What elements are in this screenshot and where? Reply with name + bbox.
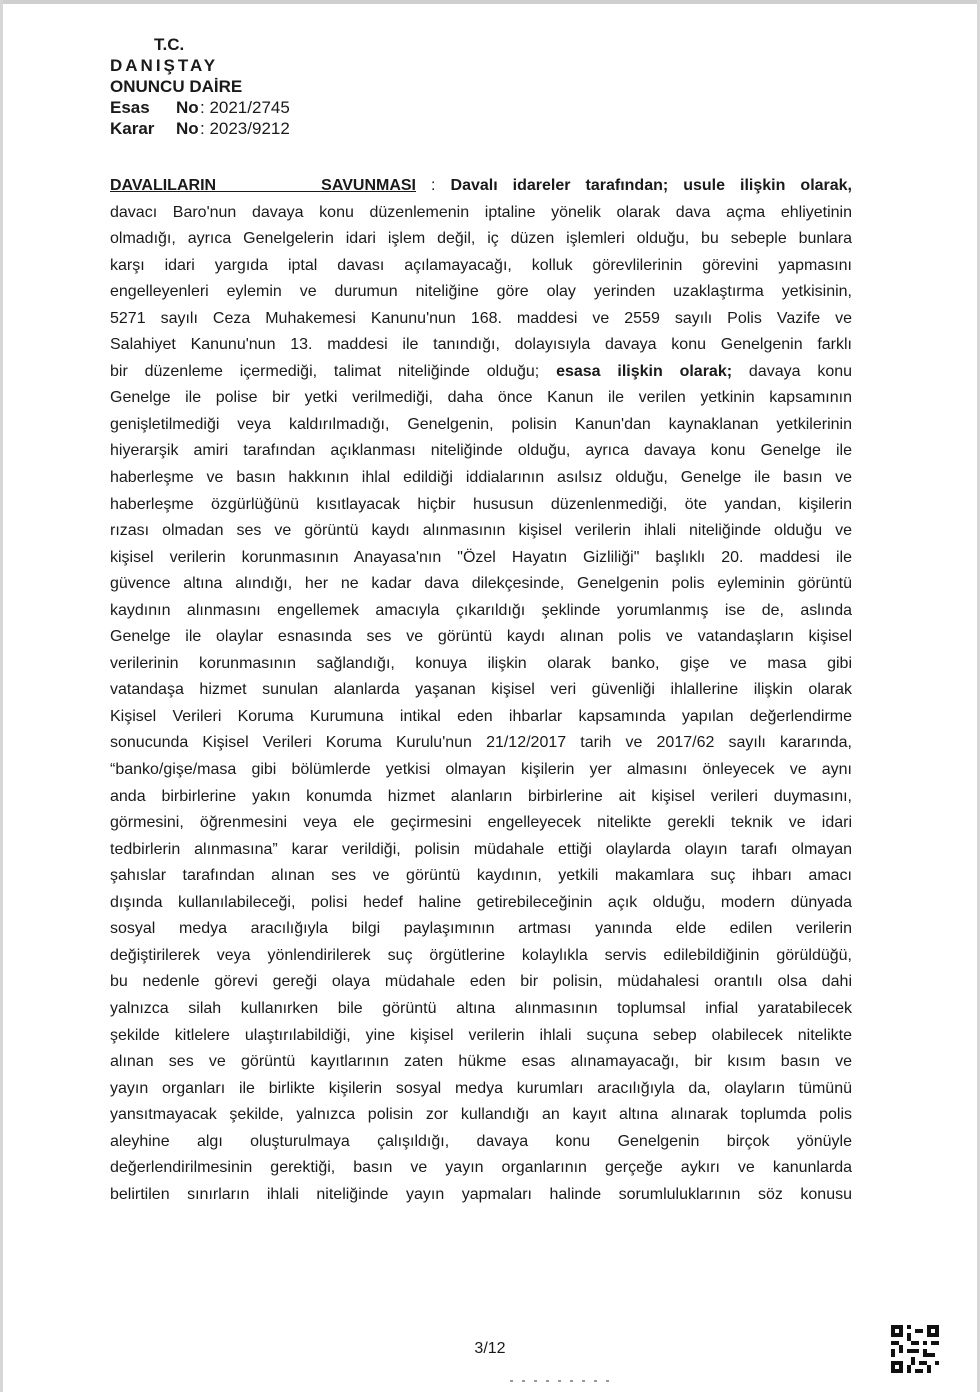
qr-code-icon: [891, 1325, 939, 1373]
defense-section: [110, 173, 852, 1208]
page-number: 3/12: [474, 1340, 506, 1357]
text-line: sosyal medya aracılığıyla bilgi paylaşımının artması yanında elde edilen verilerin: [110, 920, 852, 938]
text-line: yayın organları ile birlikte kişilerin sosyal medya kurumları aracılığıyla da, olayların tümünü: [110, 1079, 852, 1097]
karar-no-label: No: [176, 119, 199, 138]
text-line: kaydının alınmasını engellemek amacıyla çıkarıldığı şeklinde yorumlanmış ise de, aslında: [110, 601, 852, 619]
text-line: genişletilmediği veya kaldırılmadığı, Genelgenin, polisin Kanun'dan kaynaklanan yetkilerinin: [110, 415, 852, 433]
section-heading-line: [110, 173, 852, 200]
header-chamber: ONUNCU DAİRE: [110, 77, 243, 96]
text-line: haberleşme özgürlüğünü kısıtlayacak hiçbir hususun düzenlenmediği, öte yandan, kişilerin: [110, 495, 852, 513]
section-title: DAVALILARIN SAVUNMASI: [110, 177, 416, 194]
text-line: 5271 sayılı Ceza Muhakemesi Kanunu'nun 168. maddesi ve 2559 sayılı Polis Vazife ve: [110, 309, 852, 327]
text-line: Genelge ile olaylar esnasında ses ve görüntü kaydı alınan polis ve vatandaşların kişisel: [110, 628, 852, 646]
header-tc: T.C.: [154, 35, 185, 54]
text-line: güvence altına alındığı, her ne kadar dava dilekçesinde, Genelgenin polis eyleminin görüntü: [110, 575, 852, 593]
text-line: Salahiyet Kanunu'nun 13. maddesi ile tanındığı, dolayısıyla davaya konu Genelgenin farklı: [110, 336, 852, 354]
text-line: kişisel verilerin korunmasının Anayasa'nın "Özel Hayatın Gizliliği" başlıklı 20. maddesi ile: [110, 548, 852, 566]
text-line: anda birbirlerine yakın konumda hizmet alanların birbirlerine ait kişisel verileri duymasını,: [110, 787, 852, 805]
text-line: vatandaşa hizmet sunulan alanlarda yaşanan kişisel veri güvenliği ihlallerine ilişkin olarak: [110, 681, 852, 699]
text-line: şekilde kitlelere ulaştırılabildiği, yine kişisel verilerin ihlali suçuna sebep olabilecek nitelikte: [110, 1026, 852, 1044]
text-line: rızası olmadan ses ve görüntü kaydı alınmasının kişisel verilerin ihlali niteliğinde olduğu ve: [110, 522, 852, 540]
karar-value: : 2023/9212: [200, 119, 290, 138]
text-line: Genelge ile polise bir yetki verilmediği, daha önce Kanun ile verilen yetkinin kapsamının: [110, 389, 852, 407]
header-esas-row: [110, 97, 290, 118]
esas-label: Esas: [110, 98, 150, 117]
text-line: “banko/gişe/masa gibi bölümlerde yetkisi olmayan kişilerin yer almasını önleyecek ve aynı: [110, 761, 852, 779]
text-line: Kişisel Verileri Koruma Kurumuna intikal eden ihbarlar kapsamında yapılan değerlendirme: [110, 707, 852, 725]
text-line-with-bold: [110, 359, 852, 386]
text-line: yalnızca silah kullanırken bile görüntü altına alınmasının toplumsal infial yaratabilecek: [110, 999, 852, 1017]
text-line: belirtilen sınırların ihlali niteliğinde yayın yapmaları halinde sorumluluklarının söz konusu: [110, 1185, 852, 1203]
text-line: aleyhine algı oluşturulmaya çalışıldığı, davaya konu Genelgenin birçok yönüyle: [110, 1132, 852, 1150]
text-line: engelleyenleri eylemin ve durumun niteliğine göre olay yerinden uzaklaştırma yetkisinin,: [110, 283, 852, 301]
section-lead: Davalı idareler tarafından; usule ilişkin olarak,: [450, 177, 853, 194]
text-line: tedbirlerin alınmasına” karar verildiği, polisin müdahale ettiği olaylarda olayın tarafı olmayan: [110, 840, 852, 858]
text-line: dışında kullanılabileceği, polisi hedef haline getirebileceğinin açık olduğu, modern dünyada: [110, 893, 852, 911]
text-line: görmesini, öğrenmesini veya ele geçirmesini engelleyecek nitelikte gerekli teknik ve idari: [110, 814, 852, 832]
text-line: sonucunda Kişisel Verileri Koruma Kurulu'nun 21/12/2017 tarih ve 2017/62 sayılı kararında,: [110, 734, 852, 752]
text-line: alınan ses ve görüntü kayıtlarının zaten hükme esas alınamayacağı, bir kısım basın ve: [110, 1053, 852, 1071]
esas-no-label: No: [176, 98, 199, 117]
text-line: davacı Baro'nun davaya konu düzenlemenin iptaline yönelik olarak dava açma ehliyetinin: [110, 203, 852, 221]
text-line: haberleşme ve basın hakkının ihlal edildiği iddialarının asılsız olduğu, Genelge ile basın ve: [110, 469, 852, 487]
esas-value: : 2021/2745: [200, 98, 290, 117]
scan-border-top: [0, 0, 980, 4]
text-line: hiyerarşik amiri tarafından açıklanması niteliğinde olduğu, ayrıca davaya konu Genelge ile: [110, 442, 852, 460]
header-karar-row: [110, 118, 290, 139]
scan-artifact: [510, 1380, 610, 1382]
line7-before: bir düzenleme içermediği, talimat niteliğinde olduğu;: [110, 362, 557, 380]
text-line: değerlendirilmesinin gerektiği, basın ve yayın organlarının gerçeğe aykırı ve kanunlarda: [110, 1159, 852, 1177]
text-line: bu nedenle görevi gereği olaya müdahale eden bir polisin, müdahalesi orantılı olsa dahi: [110, 973, 852, 991]
text-line: olmadığı, ayrıca Genelgelerin idari işlem değil, iç düzen işlemleri olduğu, bu sebeple bunlara: [110, 230, 852, 248]
scan-border-left: [0, 0, 3, 1392]
document-header: [110, 34, 290, 139]
text-line: karşı idari yargıda iptal davası açılamayacağı, kolluk görevlilerinin görevini yapmasını: [110, 256, 852, 274]
text-line: verilerinin korunmasının sağlandığı, konuya ilişkin olarak banko, gişe ve masa gibi: [110, 654, 852, 672]
karar-label: Karar: [110, 119, 155, 138]
header-court: DANIŞTAY: [110, 56, 219, 75]
line7-after: davaya konu: [732, 362, 853, 380]
section-colon: :: [416, 177, 451, 194]
text-line: değiştirilerek veya yönlendirilerek suç örgütlerine kolaylıkla servis edilebildiğinin görüldüğü,: [110, 946, 852, 964]
text-line: yansıtmayacak şekilde, yalnızca polisin zor kullandığı an kayıt altına alınarak toplumda polis: [110, 1106, 852, 1124]
text-line: şahıslar tarafından alınan ses ve görüntü kaydının, yetkili makamlara suç ihbarı amacı: [110, 867, 852, 885]
merits-heading: esasa ilişkin olarak;: [556, 362, 733, 380]
